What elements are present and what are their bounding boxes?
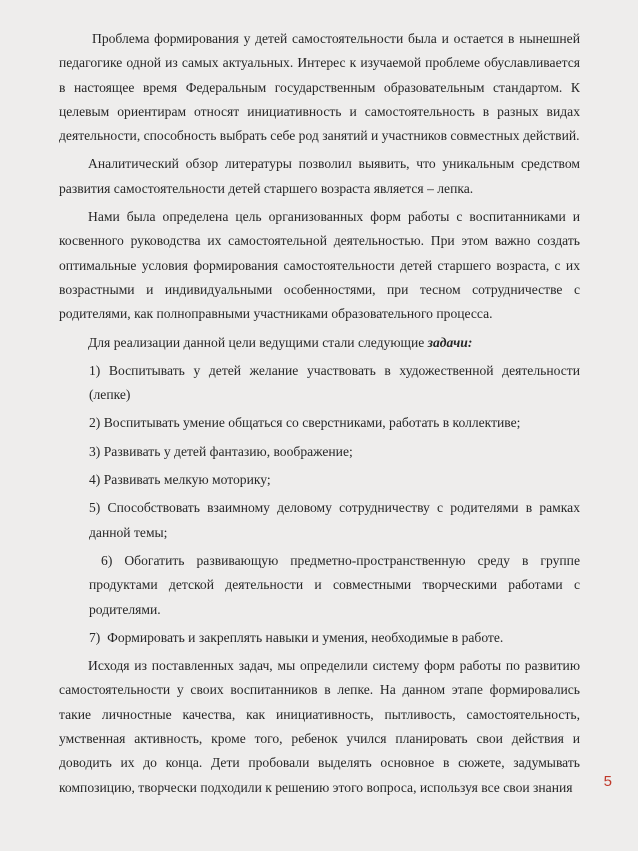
paragraph-goal: Нами была определена цель организованных форм работы с воспитанниками и косвенного руководства их самостоятельной деятельностью. При этом важно создать оптимальные условия формирования самостоятельности детей старшего возраста, с их возрастными и индивидуальными особенностями, при тесном сотрудничестве с родителями, как полноправными участниками образовательного процесса. [59, 209, 580, 322]
tasks-heading: задачи: [427, 334, 473, 350]
task-item-1: 1) Воспитывать у детей желание участвовать в художественной деятельности (лепке) [89, 362, 580, 403]
task-item-5: 5) Способствовать взаимному деловому сотрудничеству с родителями в рамках данной темы; [89, 500, 580, 540]
paragraph-literature-review: Аналитический обзор литературы позволил выявить, что уникальным средством развития самостоятельности детей старшего возраста является – лепка. [59, 156, 580, 196]
task-item-2: 2) Воспитывать умение общаться со сверстниками, работать в коллективе; [89, 415, 521, 431]
paragraph-work-system: Исходя из поставленных задач, мы определили систему форм работы по развитию самостоятельности у своих воспитанников в лепке. На данном этапе формировались такие личностные качества, как инициативность, пытливость, самостоятельность, умственная активность, кроме того, ребенок учился планировать свои действия и доводить их до конца. Дети пробовали выделять основное в сюжете, задумывать композицию, творчески подходили к решению этого вопроса, используя все свои знания [59, 658, 580, 795]
task-item-3: 3) Развивать у детей фантазию, воображение; [89, 443, 353, 459]
task-item-7: 7) Формировать и закреплять навыки и умения, необходимые в работе. [89, 629, 504, 645]
tasks-intro-text: Для реализации данной цели ведущими стали следующие [88, 334, 428, 350]
paragraph-tasks-intro [59, 331, 580, 355]
task-item-4: 4) Развивать мелкую моторику; [89, 472, 271, 488]
task-item-6: 6) Обогатить развивающую предметно-пространственную среду в группе продуктами детской деятельности и совместными творческими работами с родителями. [89, 552, 584, 617]
paragraph-intro: Проблема формирования у детей самостоятельности была и остается в нынешней педагогике одной из самых актуальных. Интерес к изучаемой проблеме обуславливается в настоящее время Федеральным государственным образовательным стандартом. К целевым ориентирам относят инициативность и самостоятельность в разных видах деятельности, способность выбрать себе род занятий и участников совместных действий. [59, 31, 580, 144]
document-body [59, 27, 584, 800]
page-number: 5 [603, 773, 612, 790]
